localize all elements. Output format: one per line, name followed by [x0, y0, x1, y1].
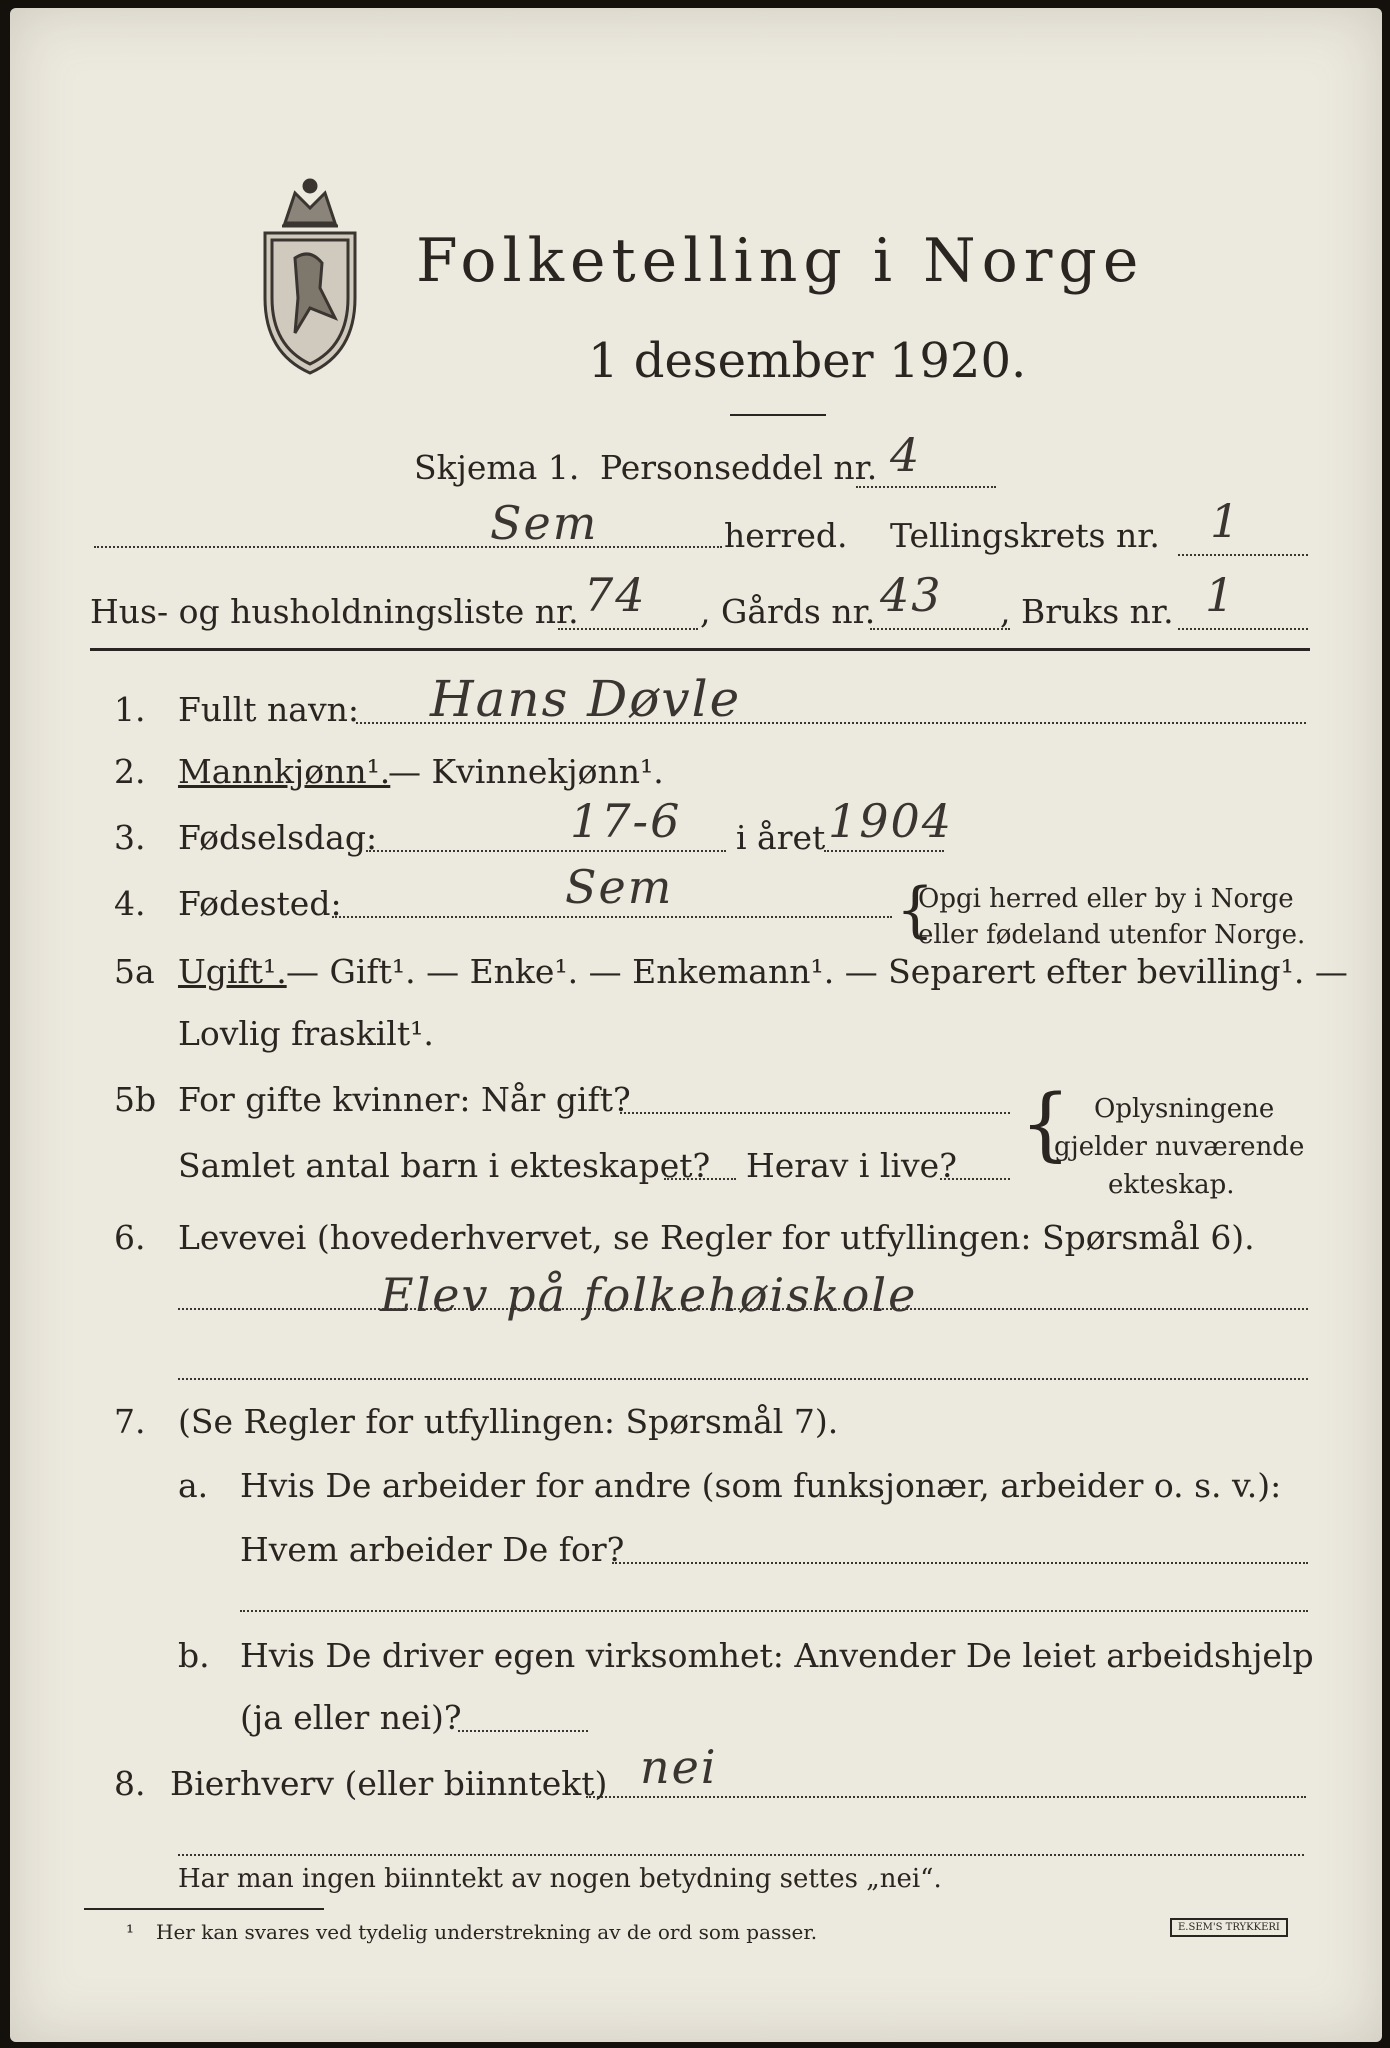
q8-number: 8.	[114, 1764, 146, 1803]
q6-label: Levevei (hovederhvervet, se Regler for utfyllingen: Spørsmål 6).	[178, 1218, 1255, 1257]
tellingskrets-label: Tellingskrets nr.	[890, 516, 1160, 555]
q8-note: Har man ingen biinntekt av nogen betydning settes „nei“.	[178, 1864, 942, 1894]
q3-number: 3.	[114, 818, 146, 857]
q7-number: 7.	[114, 1402, 146, 1441]
skjema-label: Skjema 1.	[414, 448, 580, 487]
q7b-label: Hvis De driver egen virksomhet: Anvender De leiet arbeidshjelp	[240, 1636, 1314, 1675]
q5b-note-line1: Oplysningene	[1094, 1094, 1275, 1124]
husliste-line	[558, 628, 698, 630]
q3-value[interactable]: 17-6	[570, 794, 682, 848]
q3-year-line	[824, 850, 944, 852]
husliste-label: Hus- og husholdningsliste nr.	[90, 592, 579, 631]
q1-number: 1.	[114, 690, 146, 729]
husliste-value[interactable]: 74	[584, 568, 647, 622]
gards-label: , Gårds nr.	[700, 592, 876, 631]
footnote-text: Her kan svares ved tydelig understrekning av de ord som passer.	[156, 1920, 818, 1944]
herred-line	[94, 546, 722, 548]
q7b-answer-line[interactable]	[458, 1730, 588, 1732]
q5b-children-label: Samlet antal barn i ekteskapet?	[178, 1146, 711, 1185]
q6-value[interactable]: Elev på folkehøiskole	[380, 1268, 918, 1322]
personseddel-label: Personseddel nr.	[600, 448, 878, 487]
printer-mark: E.SEM'S TRYKKERI	[1170, 1918, 1288, 1937]
q5b-when-married-label: For gifte kvinner: Når gift?	[178, 1080, 631, 1119]
q5b-when-married-line[interactable]	[620, 1112, 1010, 1114]
q8-line2	[178, 1854, 1304, 1856]
personseddel-line	[856, 486, 996, 488]
q1-label: Fullt navn:	[178, 690, 359, 729]
q8-value[interactable]: nei	[640, 1740, 718, 1794]
q5b-note-line3: ekteskap.	[1108, 1170, 1235, 1200]
footnote-mark: ¹	[126, 1920, 135, 1944]
bruks-line	[1178, 628, 1308, 630]
herred-label: herred.	[724, 516, 848, 555]
q5b-number: 5b	[114, 1080, 157, 1119]
q5a-fraskilt[interactable]: Lovlig fraskilt¹.	[178, 1014, 434, 1053]
q6-line2	[178, 1378, 1308, 1380]
form-title: Folketelling i Norge	[416, 226, 1145, 296]
q4-label: Fødested:	[178, 884, 342, 923]
q1-value[interactable]: Hans Døvle	[430, 670, 742, 728]
q5a-options[interactable]: — Gift¹. — Enke¹. — Enkemann¹. — Separert efter bevilling¹. —	[286, 952, 1348, 991]
q5a-ugift[interactable]: Ugift¹.	[178, 952, 287, 991]
tellingskrets-value[interactable]: 1	[1210, 494, 1242, 548]
gards-line	[870, 628, 1010, 630]
q2-mannkjonn[interactable]: Mannkjønn¹.	[178, 752, 391, 791]
q2-kvinnekjonn[interactable]: — Kvinnekjønn¹.	[388, 752, 664, 791]
q6-number: 6.	[114, 1218, 146, 1257]
bruks-value[interactable]: 1	[1205, 568, 1237, 622]
q4-number: 4.	[114, 884, 146, 923]
q5a-number: 5a	[114, 952, 155, 991]
footnote-rule	[84, 1908, 324, 1910]
title-divider	[730, 414, 826, 416]
q7b-letter: b.	[178, 1636, 210, 1675]
header-rule	[90, 648, 1310, 651]
tellingskrets-line	[1178, 554, 1308, 556]
q5b-brace: {	[1020, 1077, 1071, 1170]
census-date: 1 desember 1920.	[588, 333, 1027, 389]
q3-label: Fødselsdag:	[178, 818, 378, 857]
gards-value[interactable]: 43	[880, 568, 943, 622]
q8-line	[586, 1796, 1306, 1798]
q7-label: (Se Regler for utfyllingen: Spørsmål 7).	[178, 1402, 839, 1441]
q4-brace: {	[896, 875, 935, 945]
q3-line	[366, 850, 726, 852]
q7a-letter: a.	[178, 1466, 209, 1505]
q5b-children-line[interactable]	[664, 1178, 736, 1180]
q4-value[interactable]: Sem	[565, 860, 674, 914]
q7a-employer-label: Hvem arbeider De for?	[240, 1530, 625, 1569]
q7a-employer-line2[interactable]	[240, 1610, 1308, 1612]
q2-number: 2.	[114, 752, 146, 791]
q6-line1	[178, 1308, 1308, 1310]
q7a-employer-line1[interactable]	[612, 1562, 1308, 1564]
q3-year-label: i året	[736, 818, 826, 857]
q5b-note-line2: gjelder nuværende	[1054, 1132, 1305, 1162]
q3-year-value[interactable]: 1904	[828, 794, 954, 848]
q5b-alive-line[interactable]	[940, 1178, 1010, 1180]
bruks-label: , Bruks nr.	[1000, 592, 1174, 631]
q4-note-line1: Opgi herred eller by i Norge	[918, 884, 1294, 914]
census-form	[10, 8, 1382, 2042]
q7b-answer-label: (ja eller nei)?	[240, 1698, 462, 1737]
q4-note-line2: eller fødeland utenfor Norge.	[918, 920, 1306, 950]
personseddel-value[interactable]: 4	[890, 428, 922, 482]
q7a-label: Hvis De arbeider for andre (som funksjonær, arbeider o. s. v.):	[240, 1466, 1282, 1505]
q4-line	[332, 916, 892, 918]
herred-value[interactable]: Sem	[490, 496, 599, 550]
coat-of-arms-icon	[250, 168, 370, 378]
q8-label: Bierhverv (eller biinntekt)	[170, 1764, 608, 1803]
q5b-alive-label: Herav i live?	[746, 1146, 957, 1185]
